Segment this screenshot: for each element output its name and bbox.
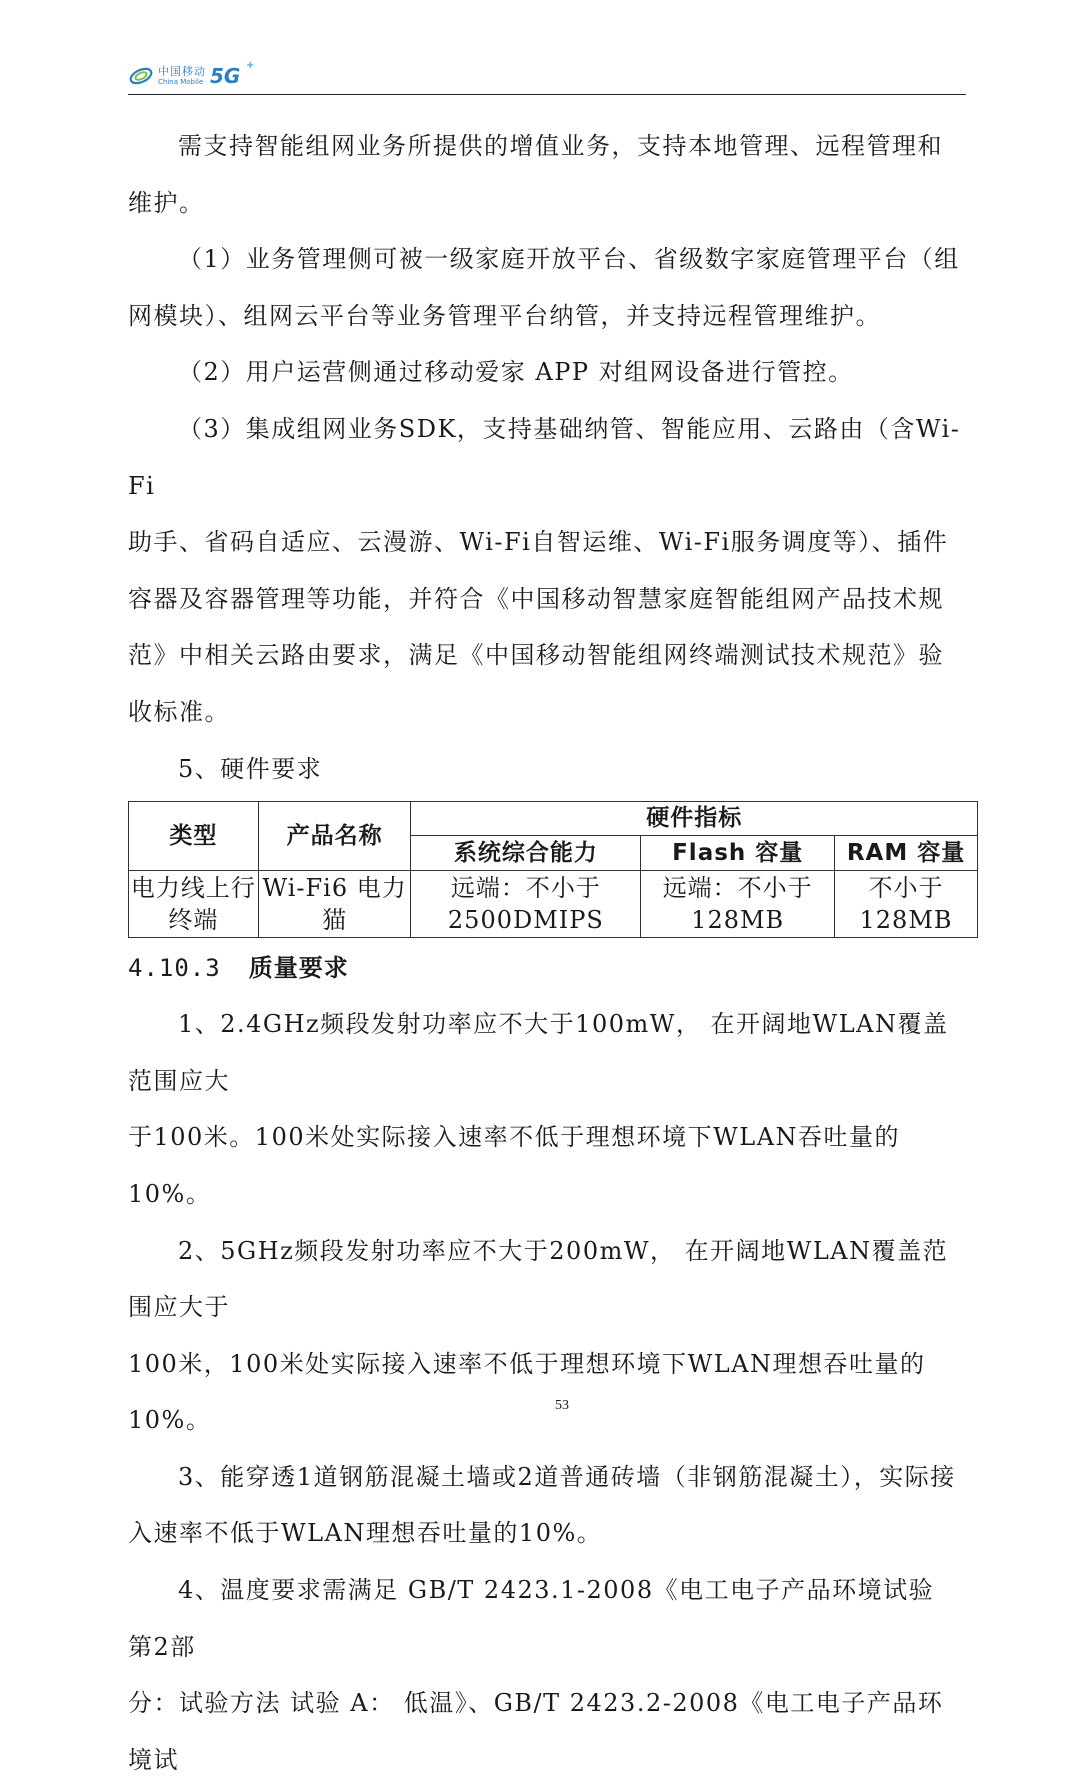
table-header-flash: Flash 容量 (641, 835, 835, 871)
paragraph-line: 2、5GHz频段发射功率应不大于200mW， 在开阔地WLAN覆盖范围应大于 (128, 1236, 949, 1322)
paragraph-line: 需支持智能组网业务所提供的增值业务，支持本地管理、远程管理和 (178, 132, 943, 160)
paragraph-line: 收标准。 (128, 697, 230, 726)
paragraph-line: 100米，100米处实际接入速率不低于理想环境下WLAN理想吞吐量的10%。 (128, 1349, 926, 1435)
logo-english-name: China Mobile (158, 78, 204, 86)
table-header-name: 产品名称 (258, 802, 411, 871)
section-number: 4.10.3 (128, 954, 221, 983)
china-mobile-swirl-icon (128, 63, 154, 89)
paragraph-line: 助手、省码自适应、云漫游、Wi-Fi自智运维、Wi-Fi服务调度等）、插件 (128, 528, 949, 557)
paragraph-line: 于100米。100米处实际接入速率不低于理想环境下WLAN吞吐量的10%。 (128, 1123, 901, 1208)
paragraph-line: （1）业务管理侧可被一级家庭开放平台、省级数字家庭管理平台（组 (178, 245, 960, 274)
logo-text (158, 66, 206, 86)
paragraph-line: 1、2.4GHz频段发射功率应不大于100mW， 在开阔地WLAN覆盖范围应大 (128, 1010, 949, 1095)
table-cell-type: 电力线上行终端 (129, 871, 259, 938)
table-header-row (129, 802, 978, 835)
logo-5g (210, 60, 255, 88)
paragraph-line: 3、能穿透1道钢筋混凝土墙或2道普通砖墙（非钢筋混凝土），实际接 (178, 1462, 956, 1491)
section-heading (128, 940, 968, 996)
quality-item-2 (128, 1223, 968, 1449)
logo-5g-plus: + (245, 60, 255, 71)
paragraph-line: 分：试验方法 试验 A： 低温》、GB/T 2423.2-2008《电工电子产品环境试 (128, 1689, 944, 1774)
china-mobile-logo (128, 60, 255, 92)
paragraph-line: 网模块）、组网云平台等业务管理平台纳管，并支持远程管理维护。 (128, 301, 881, 330)
paragraph-line: 范》中相关云路由要求，满足《中国移动智能组网终端测试技术规范》验 (128, 641, 944, 670)
hardware-spec-table (128, 801, 978, 938)
table-header-type: 类型 (129, 802, 259, 871)
paragraph-line: 容器及容器管理等功能，并符合《中国移动智慧家庭智能组网产品技术规 (128, 584, 944, 613)
paragraph-line: （3）集成组网业务SDK，支持基础纳管、智能应用、云路由（含Wi-Fi (128, 414, 961, 500)
paragraph-value-added (128, 118, 968, 231)
quality-item-4 (128, 1562, 968, 1788)
table-row (129, 871, 978, 938)
table-cell-ram: 不小于128MB (835, 871, 978, 938)
paragraph-item-3 (128, 401, 968, 741)
table-header-ram: RAM 容量 (835, 835, 978, 871)
logo-chinese-name: 中国移动 (158, 65, 206, 78)
paragraph-line: 维护。 (128, 188, 205, 217)
paragraph-line: 4、温度要求需满足 GB/T 2423.1-2008《电工电子产品环境试验 第2部 (128, 1576, 935, 1661)
table-cell-name: Wi-Fi6 电力猫 (258, 871, 411, 938)
table-cell-flash: 远端：不小于128MB (641, 871, 835, 938)
paragraph-item-2 (128, 344, 968, 401)
page-header (128, 58, 966, 95)
quality-item-1 (128, 996, 968, 1222)
table-header-spec: 硬件指标 (411, 802, 978, 835)
page-number: 53 (555, 1398, 569, 1413)
quality-item-3 (128, 1449, 968, 1562)
document-body (128, 118, 968, 1788)
paragraph-line: 入速率不低于WLAN理想吞吐量的10%。 (128, 1519, 603, 1548)
section-title: 质量要求 (248, 954, 349, 983)
hardware-requirements-heading: 5、硬件要求 (178, 754, 323, 783)
paragraph-line: （2）用户运营侧通过移动爱家 APP 对组网设备进行管控。 (178, 358, 854, 387)
table-cell-capability: 远端：不小于2500DMIPS (411, 871, 641, 938)
table-header-capability: 系统综合能力 (411, 835, 641, 871)
paragraph-item-1 (128, 231, 968, 344)
logo-5g-text: 5G (210, 64, 241, 88)
